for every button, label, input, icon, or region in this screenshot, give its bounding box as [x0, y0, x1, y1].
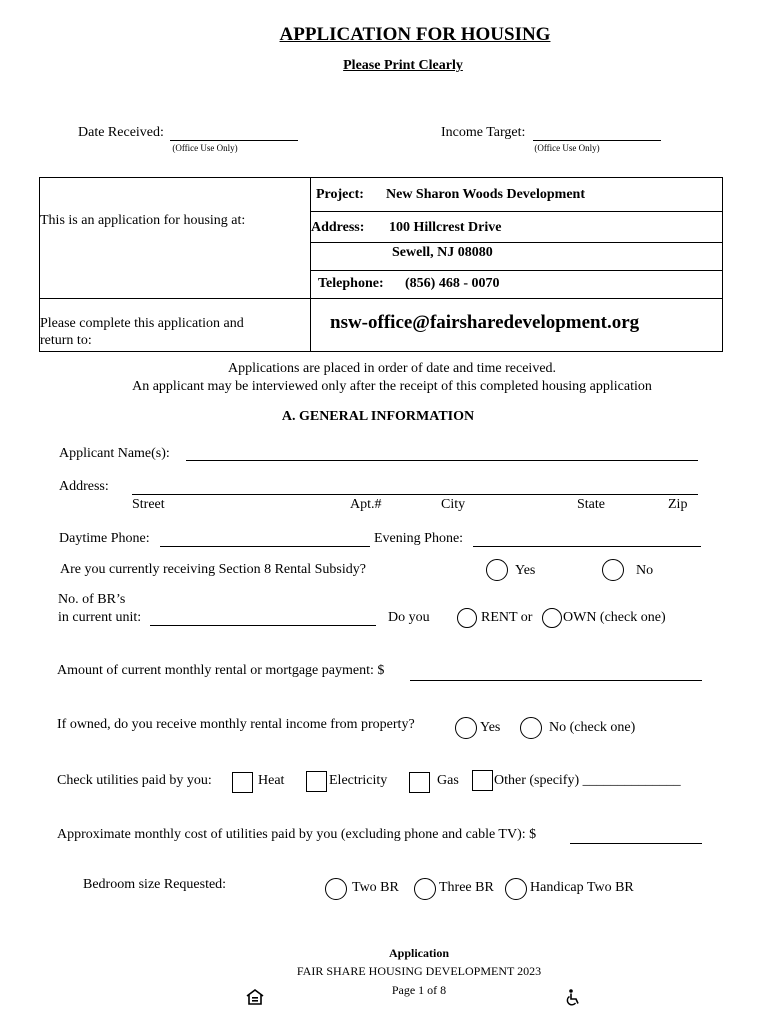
income-target-field[interactable] [533, 140, 661, 141]
utility-other-label: Other (specify) ______________ [494, 773, 681, 788]
do-you-label: Do you [388, 610, 430, 625]
utility-electricity-checkbox[interactable] [306, 771, 327, 792]
footer-label: Application [388, 946, 449, 960]
bedroom-handicap-radio[interactable] [505, 878, 527, 900]
address-city-caption: City [441, 497, 466, 512]
utility-cost-field[interactable] [570, 843, 702, 844]
address-apt-caption: Apt.# [350, 497, 382, 512]
address-zip-caption: Zip [668, 497, 688, 512]
applicant-names-field[interactable] [186, 460, 698, 461]
monthly-payment-label: Amount of current monthly rental or mortgage payment: $ [57, 663, 385, 678]
address-line2: Sewell, NJ 08080 [392, 245, 493, 260]
note-line2: An applicant may be interviewed only after the receipt of this completed housing application [132, 379, 652, 394]
address-state-caption: State [577, 497, 605, 512]
date-received-label: Date Received: [78, 125, 164, 140]
date-received-field[interactable] [170, 140, 298, 141]
section8-question: Are you currently receiving Section 8 Rental Subsidy? [60, 562, 366, 577]
section8-no-radio[interactable] [602, 559, 624, 581]
note-line1: Applications are placed in order of date and time received. [227, 361, 557, 376]
rental-income-question: If owned, do you receive monthly rental income from property? [57, 717, 415, 732]
utility-electricity-label: Electricity [329, 773, 388, 788]
page-title: APPLICATION FOR HOUSING [279, 24, 551, 45]
table-divider-horizontal [39, 298, 723, 299]
evening-phone-field[interactable] [473, 546, 701, 547]
applicant-names-label: Applicant Name(s): [59, 446, 170, 461]
project-label: Project: [316, 187, 364, 202]
utility-heat-checkbox[interactable] [232, 772, 253, 793]
bedroom-three-radio[interactable] [414, 878, 436, 900]
return-label-line2: return to: [40, 333, 92, 348]
office-use-note-left: (Office Use Only) [172, 143, 238, 153]
address-label-table: Address: [311, 220, 365, 235]
section8-yes-radio[interactable] [486, 559, 508, 581]
utility-other-checkbox[interactable] [472, 770, 493, 791]
daytime-phone-label: Daytime Phone: [59, 531, 150, 546]
section-a-heading: A. GENERAL INFORMATION [281, 409, 475, 424]
footer-page: Page 1 of 8 [391, 983, 447, 997]
brs-field[interactable] [150, 625, 376, 626]
rental-income-no-radio[interactable] [520, 717, 542, 739]
monthly-payment-field[interactable] [410, 680, 702, 681]
address-street-caption: Street [132, 497, 165, 512]
utility-cost-label: Approximate monthly cost of utilities paid by you (excluding phone and cable TV): $ [57, 827, 537, 842]
utility-gas-checkbox[interactable] [409, 772, 430, 793]
table-divider-vertical [310, 177, 311, 352]
daytime-phone-field[interactable] [160, 546, 370, 547]
income-target-label: Income Target: [441, 125, 526, 140]
own-radio[interactable] [542, 608, 562, 628]
accessibility-icon [566, 989, 582, 1006]
brs-label-line1: No. of BR’s [58, 592, 126, 607]
bedroom-handicap-label: Handicap Two BR [530, 880, 634, 895]
table-row-divider [310, 270, 723, 271]
return-email: nsw-office@fairsharedevelopment.org [330, 312, 640, 333]
footer-org: FAIR SHARE HOUSING DEVELOPMENT 2023 [296, 964, 542, 978]
page-subtitle: Please Print Clearly [343, 58, 463, 73]
bedroom-two-radio[interactable] [325, 878, 347, 900]
utility-heat-label: Heat [258, 773, 285, 788]
bedroom-size-label: Bedroom size Requested: [83, 877, 227, 892]
telephone-value: (856) 468 - 0070 [405, 276, 500, 291]
address-field[interactable] [132, 494, 698, 495]
own-label: OWN (check one) [563, 610, 666, 625]
bedroom-three-label: Three BR [439, 880, 494, 895]
intro-label: This is an application for housing at: [40, 213, 246, 228]
project-value: New Sharon Woods Development [386, 187, 586, 202]
bedroom-two-label: Two BR [352, 880, 399, 895]
evening-phone-label: Evening Phone: [374, 531, 464, 546]
table-row-divider [310, 242, 723, 243]
rent-radio[interactable] [457, 608, 477, 628]
utilities-label: Check utilities paid by you: [57, 773, 212, 788]
rental-income-yes-label: Yes [480, 720, 501, 735]
table-row-divider [310, 211, 723, 212]
utility-gas-label: Gas [437, 773, 459, 788]
equal-housing-icon [246, 989, 264, 1005]
rent-label: RENT or [481, 610, 533, 625]
section8-no-label: No [636, 563, 654, 578]
brs-label-line2: in current unit: [58, 610, 142, 625]
return-label-line1: Please complete this application and [40, 316, 244, 331]
office-use-note-right: (Office Use Only) [534, 143, 600, 153]
address-label: Address: [59, 479, 109, 494]
rental-income-yes-radio[interactable] [455, 717, 477, 739]
rental-income-no-label: No (check one) [549, 720, 636, 735]
section8-yes-label: Yes [515, 563, 536, 578]
telephone-label: Telephone: [318, 276, 384, 291]
address-line1: 100 Hillcrest Drive [389, 220, 502, 235]
